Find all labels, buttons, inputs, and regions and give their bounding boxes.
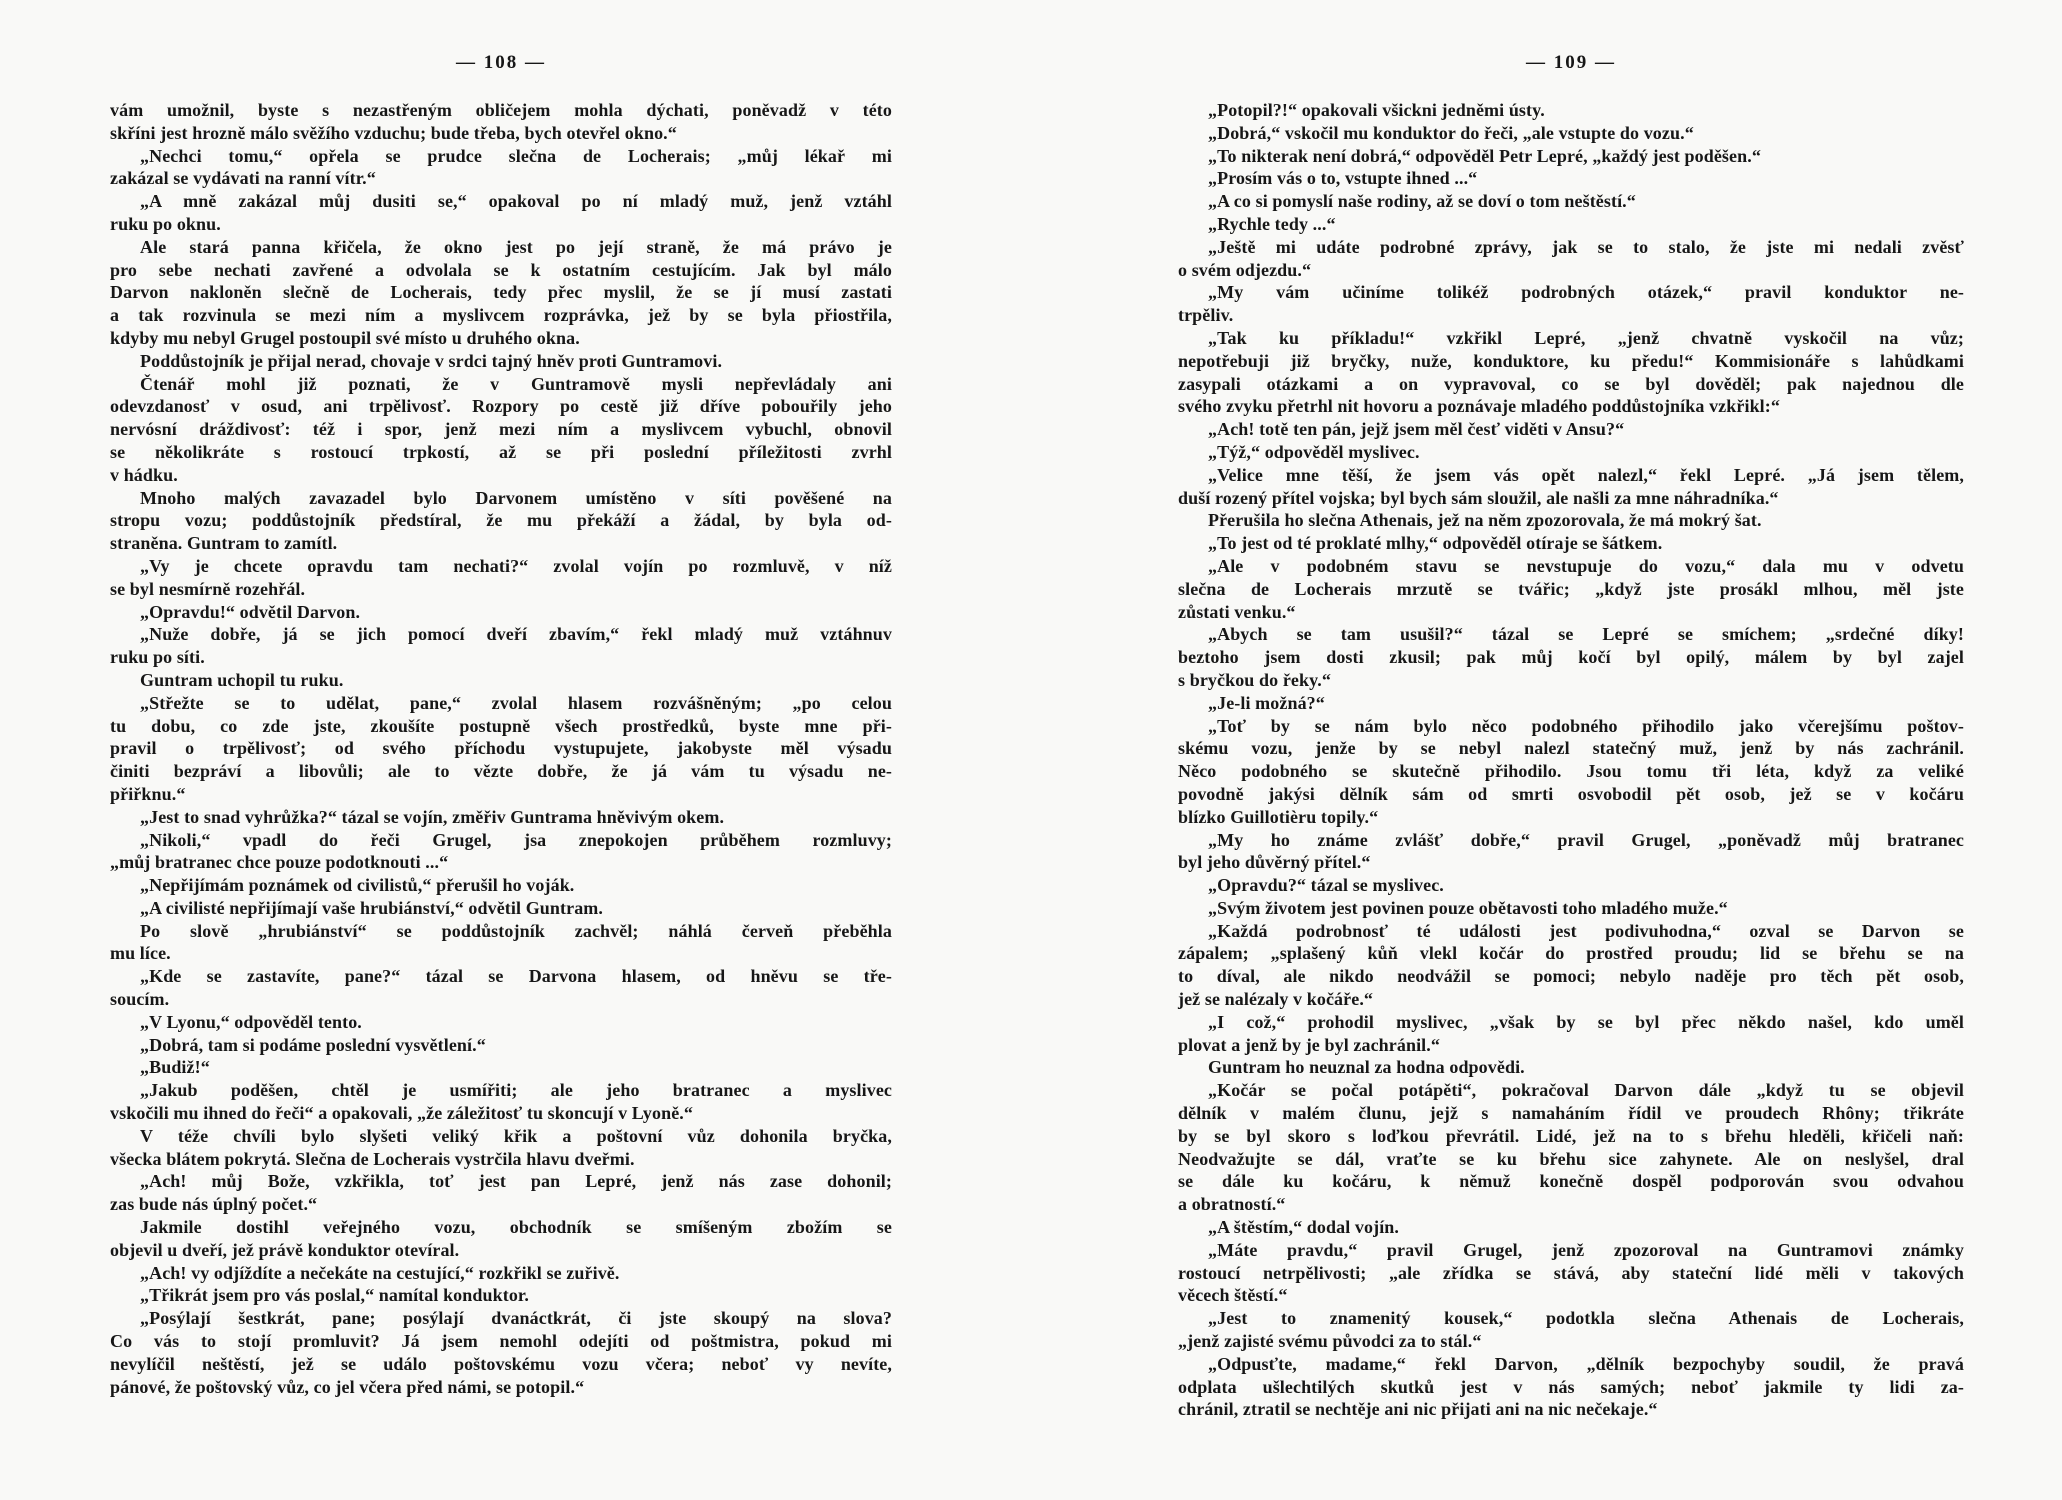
text-line: „Nepřijímám poznámek od civilistů,“ přerušil ho voják. bbox=[140, 875, 575, 896]
text-line: „Prosím vás o to, vstupte ihned ...“ bbox=[1208, 168, 1478, 189]
text-line: povodně jakýsi dělník sám od smrti osvobodil pět osob, jež se v kočáru bbox=[1178, 783, 1964, 804]
text-line: „Týž,“ odpověděl myslivec. bbox=[1208, 441, 1420, 462]
text-line: pánové, že poštovský vůz, co jel včera před námi, se potopil.“ bbox=[110, 1376, 585, 1397]
text-line: duší rozený přítel vojska; byl bych sám sloužil, ale našli za mne náhradníka.“ bbox=[1178, 487, 1779, 508]
text-line: byl jeho důvěrný přítel.“ bbox=[1178, 852, 1371, 873]
text-line: o svém odjezdu.“ bbox=[1178, 259, 1312, 280]
text-line: „A co si pomyslí naše rodiny, až se doví o tom neštěstí.“ bbox=[1208, 191, 1636, 212]
text-line: „My ho známe zvlášť dobře,“ pravil Grugel, „poněvadž můj bratranec bbox=[1208, 829, 1964, 850]
text-line: skému vozu, jenže by se nebyl nalezl statečný muž, jenž by nás zachránil. bbox=[1178, 738, 1964, 759]
text-line: „Máte pravdu,“ pravil Grugel, jenž zpozoroval na Guntramovi známky bbox=[1208, 1239, 1964, 1260]
text-line: Neodvažujte se dál, vraťte se ku břehu sice zahynete. Ale on neslyšel, dral bbox=[1178, 1148, 1964, 1169]
text-line: „Posýlají šestkrát, pane; posýlají dvanáctkrát, či jste skoupý na slova? bbox=[140, 1308, 892, 1329]
text-line: „A civilisté nepřijímají vaše hrubiánství,“ odvětil Guntram. bbox=[140, 897, 603, 918]
text-line: Přerušila ho slečna Athenais, jež na něm zpozorovala, že má mokrý šat. bbox=[1208, 510, 1762, 531]
text-line: „Budiž!“ bbox=[140, 1057, 210, 1078]
text-line: „Třikrát jsem pro vás poslal,“ namítal konduktor. bbox=[140, 1285, 529, 1306]
text-line: zůstati venku.“ bbox=[1178, 601, 1296, 622]
text-line: Ale stará panna křičela, že okno jest po její straně, že má právo je bbox=[140, 236, 892, 257]
text-line: odplata ušlechtilých skutků jest v nás samých; neboť jakmile ty lidi za- bbox=[1178, 1376, 1964, 1397]
text-line: „Velice mne těší, že jsem vás opět nalezl,“ řekl Lepré. „Já jsem tělem, bbox=[1208, 464, 1964, 485]
text-line: Co vás to stojí promluvit? Já jsem nemohl odejíti od poštmistra, pokud mi bbox=[110, 1331, 892, 1352]
text-line: zakázal se vydávati na ranní vítr.“ bbox=[110, 168, 376, 189]
text-line: „A mně zakázal můj dusiti se,“ opakoval po ní mladý muž, jenž vztáhl bbox=[140, 191, 892, 212]
text-line: „Odpusťte, madame,“ řekl Darvon, „dělník bezpochyby soudil, že pravá bbox=[1208, 1353, 1964, 1374]
text-line: „Ještě mi udáte podrobné zprávy, jak se to stalo, že jste mi nedali zvěsť bbox=[1208, 236, 1964, 257]
text-line: „Potopil?!“ opakovali všickni jedněmi ústy. bbox=[1208, 100, 1545, 120]
text-line: zas bude nás úplný počet.“ bbox=[110, 1194, 318, 1215]
text-line: by se byl skoro s loďkou převrátil. Lidé, jež na to s břehu hleděli, křičeli naň: bbox=[1178, 1125, 1964, 1146]
text-line: „Jest to znamenitý kousek,“ podotkla slečna Athenais de Locherais, bbox=[1208, 1308, 1964, 1329]
text-line: „Ach! totě ten pán, jejž jsem měl česť viděti v Ansu?“ bbox=[1208, 419, 1625, 440]
page-108-text bbox=[110, 99, 892, 1398]
text-line: „I což,“ prohodil myslivec, „však by se byl přec někdo našel, kdo uměl bbox=[1208, 1011, 1964, 1032]
text-line: „můj bratranec chce pouze podotknouti ...“ bbox=[110, 852, 449, 873]
text-line: „Střežte se to udělat, pane,“ zvolal hlasem rozvášněným; „po celou bbox=[140, 692, 892, 713]
text-line: a tak rozvinula se mezi ním a myslivcem rozprávka, jež by se byla přiostřila, bbox=[110, 305, 892, 326]
text-line: ruku po síti. bbox=[110, 647, 205, 668]
text-line: dělník v malém člunu, jejž s namaháním řídil ve proudech Rhôny; třikráte bbox=[1178, 1103, 1964, 1124]
text-line: Čtenář mohl již poznati, že v Guntramově mysli nepřevládaly ani bbox=[140, 373, 892, 394]
text-line: „Dobrá, tam si podáme poslední vysvětlení.“ bbox=[140, 1034, 486, 1055]
text-line: „Ach! vy odjíždíte a nečekáte na cestující,“ rozkřikl se zuřivě. bbox=[140, 1262, 620, 1283]
text-line: přiřknu.“ bbox=[110, 783, 186, 804]
text-line: blízko Guillotièru topily.“ bbox=[1178, 806, 1379, 827]
page-number-108: — 108 — bbox=[456, 52, 546, 73]
text-line: „Jest to snad vyhrůžka?“ tázal se vojín, změřiv Guntrama hněvivým okem. bbox=[140, 806, 725, 827]
page-109-text bbox=[1178, 99, 1964, 1421]
text-line: stropu vozu; poddůstojník předstíral, že mu překáží a žádal, by byla od- bbox=[110, 510, 892, 531]
text-line: rostoucí netrpělivosti; „ale zřídka se stává, aby stateční lidé měli v takových bbox=[1178, 1262, 1964, 1283]
text-line: trpěliv. bbox=[1178, 305, 1234, 326]
text-line: „Ale v podobném stavu se nevstupuje do vozu,“ dala mu v odvetu bbox=[1208, 555, 1964, 576]
text-line: zasypali otázkami a on vypravoval, co se byl dověděl; pak najednou dle bbox=[1178, 373, 1964, 394]
text-line: „Toť by se nám bylo něco podobného přihodilo jako včerejšímu poštov- bbox=[1208, 715, 1964, 736]
text-line: svého zvyku přetrhl nit hovoru a poznávaje mladého poddůstojníka vzkřikl:“ bbox=[1178, 396, 1780, 417]
text-line: V téže chvíli bylo slyšeti veliký křik a poštovní vůz dohonila bryčka, bbox=[140, 1125, 892, 1146]
text-line: „A štěstím,“ dodal vojín. bbox=[1208, 1217, 1400, 1238]
text-line: „Kde se zastavíte, pane?“ tázal se Darvona hlasem, od hněvu se tře- bbox=[140, 966, 892, 987]
text-line: „Svým životem jest povinen pouze obětavosti toho mladého muže.“ bbox=[1208, 897, 1728, 918]
text-line: to díval, ale nikdo neodvážil se pomoci; nebylo naděje pro těch pět osob, bbox=[1178, 966, 1964, 987]
text-line: Poddůstojník je přijal nerad, chovaje v srdci tajný hněv proti Guntramovi. bbox=[140, 350, 723, 371]
text-line: vskočili mu ihned do řeči“ a opakovali, „že záležitosť tu skoncují v Lyoně.“ bbox=[110, 1103, 694, 1124]
text-line: Guntram ho neuznal za hodna odpovědi. bbox=[1208, 1057, 1525, 1078]
text-line: „Dobrá,“ vskočil mu konduktor do řeči, „ale vstupte do vozu.“ bbox=[1208, 122, 1694, 143]
text-line: „Každá podrobnosť té události jest podivuhodna,“ ozval se Darvon se bbox=[1208, 920, 1964, 941]
text-line: všecka blátem pokrytá. Slečna de Locherais vystrčila hlavu dveřmi. bbox=[110, 1148, 635, 1169]
text-line: „Ach! můj Bože, vzkřikla, toť jest pan Lepré, jenž nás zase dohonil; bbox=[140, 1171, 892, 1192]
text-line: Jakmile dostihl veřejného vozu, obchodník se smíšeným zbožím se bbox=[140, 1217, 892, 1238]
text-line: jež se nalézaly v kočáře.“ bbox=[1178, 989, 1374, 1010]
text-line: „My vám učiníme tolikéž podrobných otázek,“ pravil konduktor ne- bbox=[1208, 282, 1964, 303]
text-line: nepotřebuji již bryčky, nuže, konduktore, ku předu!“ Kommisionáře s lahůdkami bbox=[1178, 350, 1964, 371]
text-line: se dále ku kočáru, k němuž konečně dospěl podporován svou odvahou bbox=[1178, 1171, 1964, 1192]
text-line: ruku po oknu. bbox=[110, 213, 221, 234]
text-line: nevylíčil neštěstí, jež se událo poštovskému vozu včera; neboť vy nevíte, bbox=[110, 1353, 892, 1374]
text-line: skříni jest hrozně málo svěžího vzduchu; bude třeba, bych otevřel okno.“ bbox=[110, 122, 677, 143]
text-line: „Vy je chcete opravdu tam nechati?“ zvolal vojín po rozmluvě, v níž bbox=[140, 555, 892, 576]
text-line: věcech štěstí.“ bbox=[1178, 1285, 1288, 1306]
text-line: beztoho jsem dosti zkusil; pak můj kočí byl opilý, málem by byl zajel bbox=[1178, 647, 1964, 668]
text-line: „jenž zajisté svému původci za to stál.“ bbox=[1178, 1331, 1482, 1352]
text-line: Něco podobného se skutečně přihodilo. Jsou tomu tři léta, když za veliké bbox=[1178, 761, 1964, 782]
text-line: soucím. bbox=[110, 989, 170, 1010]
text-line: Darvon nakloněn slečně de Locherais, tedy přec myslil, že se jí musí zastati bbox=[110, 282, 892, 303]
text-line: Mnoho malých zavazadel bylo Darvonem umístěno v síti pověšené na bbox=[140, 487, 892, 508]
text-line: „Jakub poděšen, chtěl je usmířiti; ale jeho bratranec a myslivec bbox=[140, 1080, 892, 1101]
text-line: vám umožnil, byste s nezastřeným obličejem mohla dýchati, poněvadž v této bbox=[110, 100, 892, 120]
text-line: činiti bezpráví a libovůli; ale to vězte dobře, že já vám tu výsadu ne- bbox=[110, 761, 892, 782]
text-line: odevzdanosť v osud, ani trpělivosť. Rozpory po cestě již dříve pobouřily jeho bbox=[110, 396, 892, 417]
text-line: tu dobu, co zde jste, zkoušíte postupně všech prostředků, byste mne při- bbox=[110, 715, 892, 736]
text-line: plovat a jenž by je byl zachránil.“ bbox=[1178, 1034, 1440, 1055]
text-line: s bryčkou do řeky.“ bbox=[1178, 669, 1331, 690]
page-number-109: — 109 — bbox=[1526, 52, 1616, 73]
text-line: „Kočár se počal potápěti“, pokračoval Darvon dále „když tu se objevil bbox=[1208, 1080, 1964, 1101]
text-line: zápalem; „splašený kůň vlekl kočár do prostřed proudu; lid se břehu se na bbox=[1178, 943, 1964, 964]
text-line: straněna. Guntram to zamítl. bbox=[110, 533, 338, 554]
text-line: mu líce. bbox=[110, 943, 171, 964]
text-line: v hádku. bbox=[110, 464, 178, 485]
text-line: „Je-li možná?“ bbox=[1208, 692, 1325, 713]
text-line: se byl nesmírně rozehřál. bbox=[110, 578, 306, 599]
text-line: pravil o trpělivosť; od svého příchodu vystupujete, jakobyste měl výsadu bbox=[110, 738, 892, 759]
text-line: „To nikterak není dobrá,“ odpověděl Petr Lepré, „každý jest poděšen.“ bbox=[1208, 145, 1761, 166]
text-line: chránil, ztratil se nechtěje ani nic přijati ani na nic nečekaje.“ bbox=[1178, 1399, 1658, 1420]
text-line: „Nuže dobře, já se jich pomocí dveří zbavím,“ řekl mladý muž vztáhnuv bbox=[140, 624, 892, 645]
text-line: Guntram uchopil tu ruku. bbox=[140, 669, 344, 690]
text-line: a obratností.“ bbox=[1178, 1194, 1286, 1215]
text-line: se několikráte s rostoucí trpkostí, až se při poslední příležitosti zvrhl bbox=[110, 441, 892, 462]
text-line: „Nikoli,“ vpadl do řeči Grugel, jsa znepokojen průběhem rozmluvy; bbox=[140, 829, 892, 850]
text-line: Po slově „hrubiánství“ se poddůstojník zachvěl; náhlá červeň přeběhla bbox=[140, 920, 892, 941]
text-line: pro sebe nechati zavřené a odvolala se k ostatním cestujícím. Jak byl málo bbox=[110, 259, 892, 280]
text-line: „Opravdu!“ odvětil Darvon. bbox=[140, 601, 361, 622]
text-line: „Opravdu?“ tázal se myslivec. bbox=[1208, 875, 1444, 896]
text-line: „To jest od té proklaté mlhy,“ odpověděl otíraje se šátkem. bbox=[1208, 533, 1663, 554]
text-line: „Tak ku příkladu!“ vzkřikl Lepré, „jenž chvatně vyskočil na vůz; bbox=[1208, 327, 1964, 348]
text-line: nervósní dráždivosť: též i spor, jenž mezi ním a myslivcem vybuchl, obnovil bbox=[110, 419, 892, 440]
text-line: slečna de Locherais mrzutě se tvářic; „když jste prosákl mlhou, měl jste bbox=[1178, 578, 1964, 599]
text-line: objevil u dveří, jež právě konduktor otevíral. bbox=[110, 1239, 460, 1260]
text-line: „Nechci tomu,“ opřela se prudce slečna de Locherais; „můj lékař mi bbox=[140, 145, 892, 166]
text-line: „Rychle tedy ...“ bbox=[1208, 213, 1336, 234]
text-line: „V Lyonu,“ odpověděl tento. bbox=[140, 1011, 362, 1032]
text-line: „Abych se tam usušil?“ tázal se Lepré se smíchem; „srdečné díky! bbox=[1208, 624, 1964, 645]
text-line: kdyby mu nebyl Grugel postoupil své místo u druhého okna. bbox=[110, 327, 580, 348]
